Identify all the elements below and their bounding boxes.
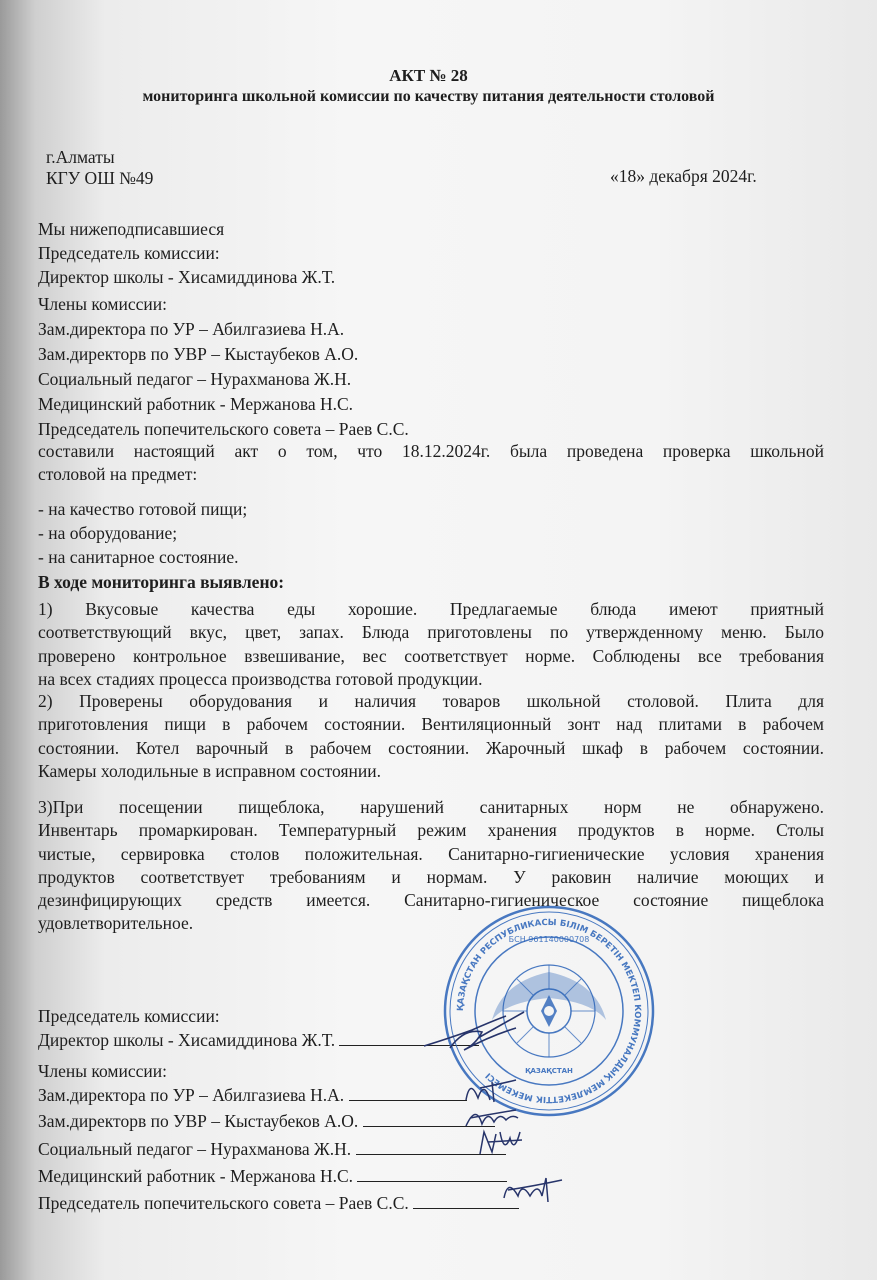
intro-line: Социальный педагог – Нурахманова Ж.Н.: [38, 369, 352, 389]
member-signature-row: [38, 1138, 506, 1160]
finding-line: соответствующий вкус, цвет, запах. Блюда приготовлены по утвержденному меню. Было: [38, 622, 824, 643]
member-name: Председатель попечительского совета – Раев С.С.: [38, 1193, 409, 1213]
finding-line: 3)При посещении пищеблока, нарушений санитарных норм не обнаружено.: [38, 797, 824, 817]
member-signature-row: [38, 1165, 507, 1187]
member-signature-row: [38, 1084, 467, 1106]
finding-line: на всех стадиях процесса производства готовой продукции.: [38, 668, 483, 689]
finding-line: приготовления пищи в рабочем состоянии. Вентиляционный зонт над плитами в рабочем: [38, 714, 824, 735]
finding-line: состоянии. Котел варочный в рабочем состоянии. Жарочный шкаф в рабочем состоянии.: [38, 737, 824, 758]
intro-line: Директор школы - Хисамиддинова Ж.Т.: [38, 267, 336, 287]
act-title: АКТ № 28: [389, 66, 468, 85]
finding-line: проверено контрольное взвешивание, вес соответствует норме. Соблюдены все требования: [38, 645, 824, 666]
finding-line: дезинфицирующих средств имеется. Санитарно-гигиеническое состояние пищеблока: [38, 890, 824, 911]
finding-1: [38, 598, 824, 691]
member-name: Медицинский работник - Мержанова Н.С.: [38, 1166, 354, 1186]
finding-line: 1) Вкусовые качества еды хорошие. Предлагаемые блюда имеют приятный: [38, 599, 824, 619]
check-item: - на санитарное состояние.: [38, 547, 239, 567]
check-item: - на оборудование;: [38, 523, 178, 543]
member-signature-row: [38, 1192, 519, 1214]
finding-2: [38, 690, 824, 783]
intro-line: Зам.директорв по УВР – Кыстаубеков А.О.: [38, 344, 359, 364]
statement-line: составили настоящий акт о том, что 18.12.2024г. была проведена проверка школьной: [38, 441, 824, 461]
member-name: Социальный педагог – Нурахманова Ж.Н.: [38, 1139, 352, 1159]
school-name: КГУ ОШ №49: [46, 168, 154, 188]
member-name: Зам.директорв по УВР – Кыстаубеков А.О.: [38, 1111, 359, 1131]
signature-line: [357, 1167, 507, 1182]
finding-line: Инвентарь промаркирован. Температурный режим хранения продуктов в норме. Столы: [38, 820, 824, 841]
director-name: Директор школы - Хисамиддинова Ж.Т.: [38, 1030, 336, 1050]
director-signature-row: [38, 1029, 479, 1051]
member-signature-icon: [470, 1124, 530, 1164]
act-subtitle: мониторинга школьной комиссии по качеству питания деятельности столовой: [142, 88, 715, 105]
statement-line: столовой на предмет:: [38, 464, 198, 485]
director-signature-icon: [420, 1008, 530, 1058]
intro-line: Зам.директора по УР – Абилгазиева Н.А.: [38, 319, 345, 339]
chair-label: Председатель комиссии:: [38, 1006, 220, 1026]
statement-paragraph: [38, 440, 824, 487]
intro-line: Председатель комиссии:: [38, 243, 220, 263]
finding-line: Камеры холодильные в исправном состоянии.: [38, 760, 381, 781]
member-signature-icon: [498, 1172, 568, 1212]
stamp-ring-text: ҚАЗАҚСТАН РЕСПУБЛИКАСЫ БІЛІМ БЕРЕТІН МЕКТЕП КОММУНАЛДЫҚ МЕМЛЕКЕТТІК МЕКЕМЕСІ: [455, 917, 643, 1105]
act-date: «18» декабря 2024г.: [610, 166, 757, 186]
stamp-bin: БСН 961140000708: [508, 935, 590, 944]
finding-line: чистые, сервировка столов положительная. Санитарно-гигиенические условия хранения: [38, 843, 824, 864]
members-label: Члены комиссии:: [38, 1061, 167, 1081]
finding-line: продуктов соответствует требованиям и нормам. У раковин наличие моющих и: [38, 866, 824, 887]
finding-line: удовлетворительное.: [38, 913, 194, 934]
member-signature-row: [38, 1110, 495, 1132]
finding-line: 2) Проверены оборудования и наличия товаров школьной столовой. Плита для: [38, 691, 824, 711]
check-item: - на качество готовой пищи;: [38, 499, 248, 519]
intro-line: Мы нижеподписавшиеся: [38, 219, 225, 239]
member-name: Зам.директора по УР – Абилгазиева Н.А.: [38, 1085, 345, 1105]
finding-3: [38, 796, 824, 936]
findings-heading: В ходе мониторинга выявлено:: [38, 572, 285, 592]
intro-line: Медицинский работник - Мержанова Н.С.: [38, 394, 354, 414]
intro-line: Председатель попечительского совета – Раев С.С.: [38, 419, 409, 439]
intro-line: Члены комиссии:: [38, 294, 167, 314]
stamp-country: ҚАЗАҚСТАН: [525, 1067, 573, 1075]
city: г.Алматы: [46, 147, 115, 167]
